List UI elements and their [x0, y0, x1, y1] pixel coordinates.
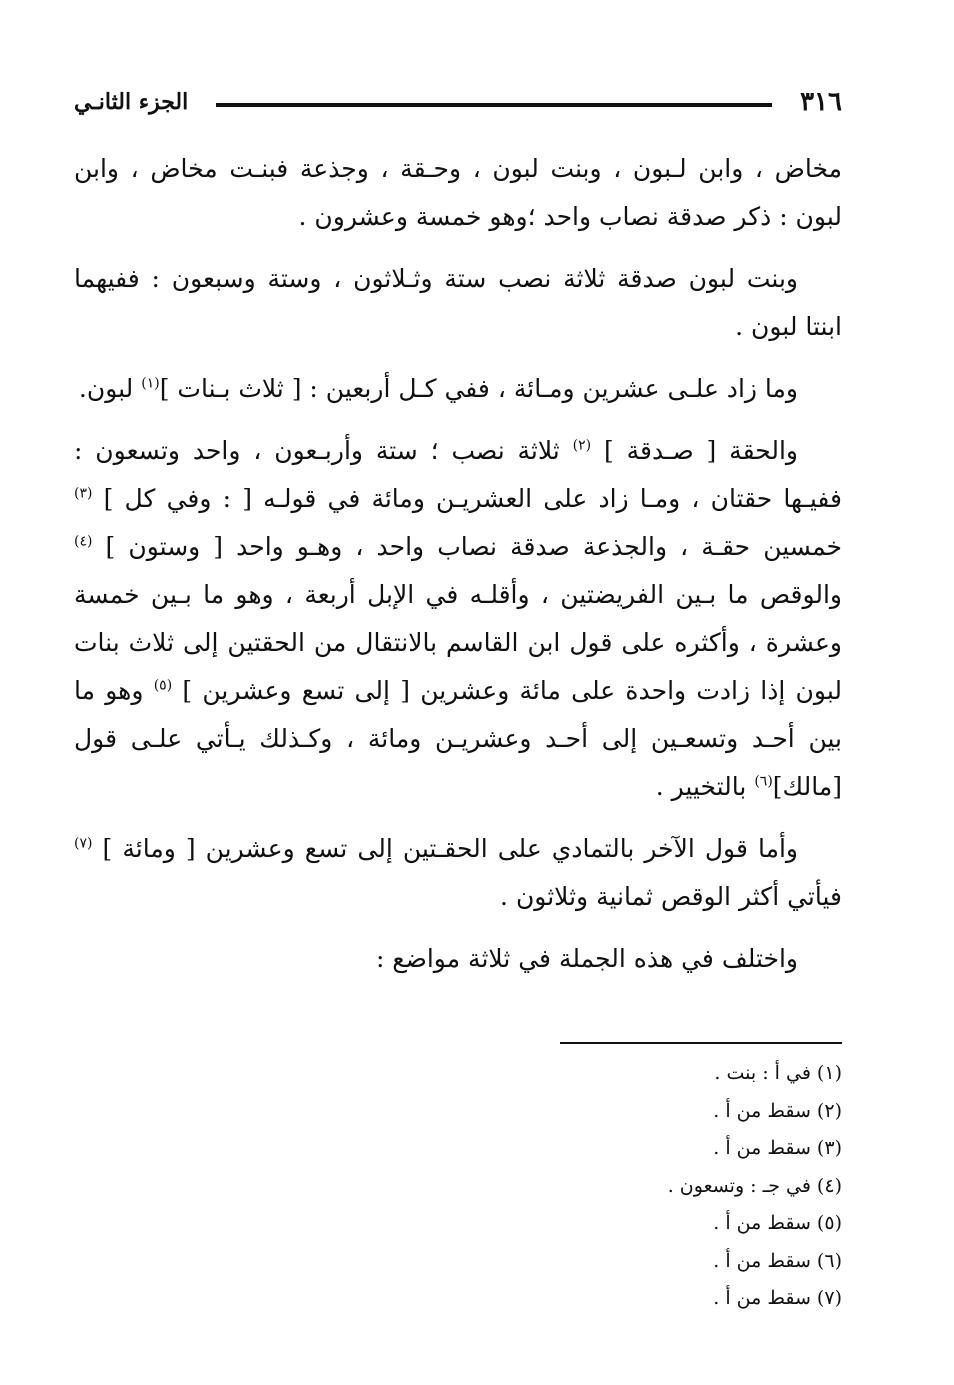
paragraph-text: والحقة [ صـدقة ]	[591, 436, 799, 465]
paragraph-text: فيأتي أكثر الوقص ثمانية وثلاثون .	[500, 882, 842, 911]
paragraph-text: والوقص ما بـين الفريضتين ، وأقلـه في الإبل أربعة ، وهو ما بـين خمسة وعشرة ، وأكثره على قول ابن القاسم بالانتقال من الحقتين إلى ثلاث بنات لبون إذا زادت واحدة على مائة وعشرين [ إلى تسع وعشرين ]	[74, 580, 842, 705]
footnote-1: (١) في أ : بنت .	[714, 1062, 842, 1084]
footnote-3: (٣) سقط من أ .	[713, 1137, 842, 1159]
footnote-marker: (١)	[141, 375, 160, 392]
paragraph-text: ثلاثة نصب ؛ ستة وأربـعون ، واحد وتسعون : ففيـها حقتان ، ومـا زاد على العشريـن ومائة في قولـه [ : وفي كل ]	[74, 436, 842, 513]
footnotes	[668, 1055, 842, 1318]
paragraph-text: وأما قول الآخر بالتمادي على الحقـتين إلى تسع وعشرين [ ومائة ]	[92, 834, 798, 863]
footnote-6: (٦) سقط من أ .	[713, 1249, 842, 1272]
header-rule	[216, 103, 772, 107]
paragraph-text: لبون.	[78, 374, 134, 403]
footnote-marker: (٥)	[153, 677, 173, 694]
paragraph-text: بالتخيير .	[655, 772, 755, 801]
paragraph-2	[74, 255, 842, 351]
footnote-separator	[560, 1042, 842, 1044]
page-header	[74, 82, 842, 122]
paragraph-text: وبنت لبون صدقة ثلاثة نصب ستة وثـلاثون ، وستة وسبعون : ففيهما ابنتا لبون .	[74, 264, 842, 341]
paragraph-text: وهو ما بين أحـد وتسعـين إلى أحـد وعشريـن ومائة ، وكـذلك يـأتي علـى قول [مالك]	[74, 676, 842, 801]
part-title: الجزء الثانـي	[74, 89, 189, 115]
paragraph-1	[74, 145, 842, 241]
footnote-marker: (٤)	[74, 533, 93, 550]
footnote-2: (٢) سقط من أ .	[713, 1099, 842, 1122]
footnote-marker: (٧)	[74, 835, 93, 852]
footnote-marker: (٦)	[754, 773, 773, 790]
footnote-4: (٤) في جـ : وتسعون .	[667, 1174, 842, 1197]
paragraph-6	[74, 935, 842, 983]
footnote-5: (٥) سقط من أ .	[713, 1212, 842, 1234]
paragraph-4	[74, 427, 842, 811]
paragraph-5	[74, 825, 842, 921]
paragraph-text: خمسين حقـة ، والجذعة صدقة نصاب واحد ، وهـو واحد [ وستون ]	[92, 532, 842, 561]
page-number: ٣١٦	[800, 87, 842, 117]
paragraph-3	[74, 365, 842, 413]
paragraph-text: وما زاد علـى عشرين ومـائة ، ففي كـل أربعين : [ ثلاث بـنات ]	[159, 374, 798, 403]
main-text	[74, 145, 842, 997]
footnote-marker: (٢)	[572, 437, 592, 454]
footnote-marker: (٣)	[74, 485, 93, 502]
paragraph-text: واختلف في هذه الجملة في ثلاثة مواضع :	[375, 944, 798, 973]
paragraph-text: مخاض ، وابن لـبون ، وبنت لبون ، وحـقة ، وجذعة فبنـت مخاض ، وابن لبون : ذكر صدقة نصاب واحد ؛وهو خمسة وعشرون .	[74, 154, 842, 231]
footnote-7: (٧) سقط من أ .	[713, 1287, 842, 1309]
